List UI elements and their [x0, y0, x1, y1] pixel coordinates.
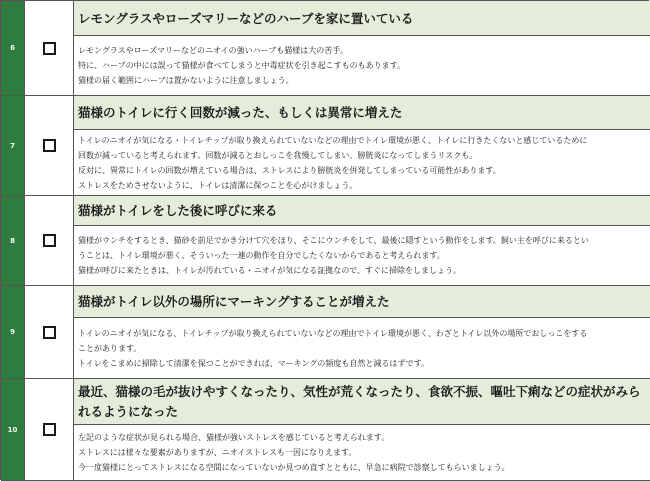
description-line: レモングラスやローズマリーなどのニオイの強いハーブも猫様は大の苦手。: [78, 46, 349, 55]
checkbox[interactable]: [43, 423, 56, 436]
checklist-row-7: [1, 96, 650, 196]
description-line: うことは、トイレ環境が悪く、そういった一連の動作を自分でしたくないからであると考えられます。: [78, 251, 445, 260]
item-title: 猫様のトイレに行く回数が減った、もしくは異常に増えた: [74, 96, 650, 130]
checkbox[interactable]: [43, 139, 56, 152]
description-line: ことがあります。: [78, 343, 142, 353]
checkbox[interactable]: [43, 326, 56, 339]
checkbox[interactable]: [43, 42, 56, 55]
description-line: ストレスには様々な要素がありますが、ニオイストレスも一因になりえます。: [78, 448, 357, 457]
description-line: トイレのニオイが気になる、トイレチップが取り換えられていないなどの理由でトイレ環境が悪く、わざとトイレ以外の場所でおしっこをする: [78, 328, 588, 338]
description-line: 猫様がウンチをするとき、猫砂を前足でかき分けて穴をほり、そこにウンチをして、最後に隠すという動作をします。飼い主を呼びに来るとい: [78, 236, 589, 245]
row-number: 10: [1, 379, 25, 480]
item-title: 最近、猫様の毛が抜けやすくなったり、気性が荒くなったり、食欲不振、嘔吐下痢などの症状がみられるようになった: [74, 379, 650, 425]
item-title: レモングラスやローズマリーなどのハーブを家に置いている: [74, 1, 650, 36]
checkbox-cell: [25, 196, 74, 285]
description-line: 猫様の届く範囲にハーブは置かないように注意しましょう。: [78, 76, 294, 85]
row-content: [74, 96, 650, 195]
item-title: 猫様がトイレをした後に呼びに来る: [74, 196, 650, 226]
item-description: [74, 425, 650, 480]
checkbox-cell: [25, 286, 74, 378]
row-content: [74, 286, 650, 378]
checklist-row-9: [1, 286, 650, 379]
description-line: 反対に、異常にトイレの回数が増えている場合は、ストレスにより膀胱炎を併発してしまっている可能性があります。: [78, 165, 501, 175]
row-number: 8: [1, 196, 25, 285]
checkbox-cell: [25, 96, 74, 195]
item-description: [74, 318, 650, 378]
item-description: [74, 226, 650, 285]
row-number: 6: [1, 1, 25, 95]
description-line: 猫様が呼びに来たときは、トイレが汚れている・ニオイが気になる証拠なので、すぐに掃除をしましょう。: [78, 266, 462, 275]
checklist-row-10: [1, 379, 650, 481]
description-line: 特に、ハーブの中には誤って猫様が食べてしまうと中毒症状を引き起こすものもあります。: [78, 61, 405, 70]
item-description: [74, 130, 650, 195]
row-content: [74, 379, 650, 480]
checkbox[interactable]: [43, 234, 56, 247]
checkbox-cell: [25, 1, 74, 95]
checkbox-cell: [25, 379, 74, 480]
row-content: [74, 196, 650, 285]
description-line: 今一度猫様にとってストレスになる空間になっていないか見つめ直すとともに、早急に病院で診察してもらいましょう。: [78, 463, 510, 472]
description-line: トイレをこまめに掃除して清潔を保つことができれば、マーキングの頻度も自然と減るはずです。: [78, 358, 429, 368]
row-number: 9: [1, 286, 25, 378]
checklist-row-6: [1, 1, 650, 96]
checklist-row-8: [1, 196, 650, 286]
description-line: トイレのニオイが気になる・トイレチップが取り換えられていないなどの理由でトイレ環境が悪く、トイレに行きたくないと感じているために: [78, 135, 588, 145]
description-line: 左記のような症状が見られる場合、猫様が強いストレスを感じていると考えられます。: [78, 433, 390, 442]
description-line: ストレスをためさせないように、トイレは清潔に保つことを心がけましょう。: [78, 180, 358, 190]
row-number: 7: [1, 96, 25, 195]
description-line: 回数が減っていると考えられます。回数が減るとおしっこを我慢してしまい、膀胱炎になってしまうリスクも。: [78, 150, 478, 160]
item-title: 猫様がトイレ以外の場所にマーキングすることが増えた: [74, 286, 650, 318]
row-content: [74, 1, 650, 95]
item-description: [74, 36, 650, 95]
